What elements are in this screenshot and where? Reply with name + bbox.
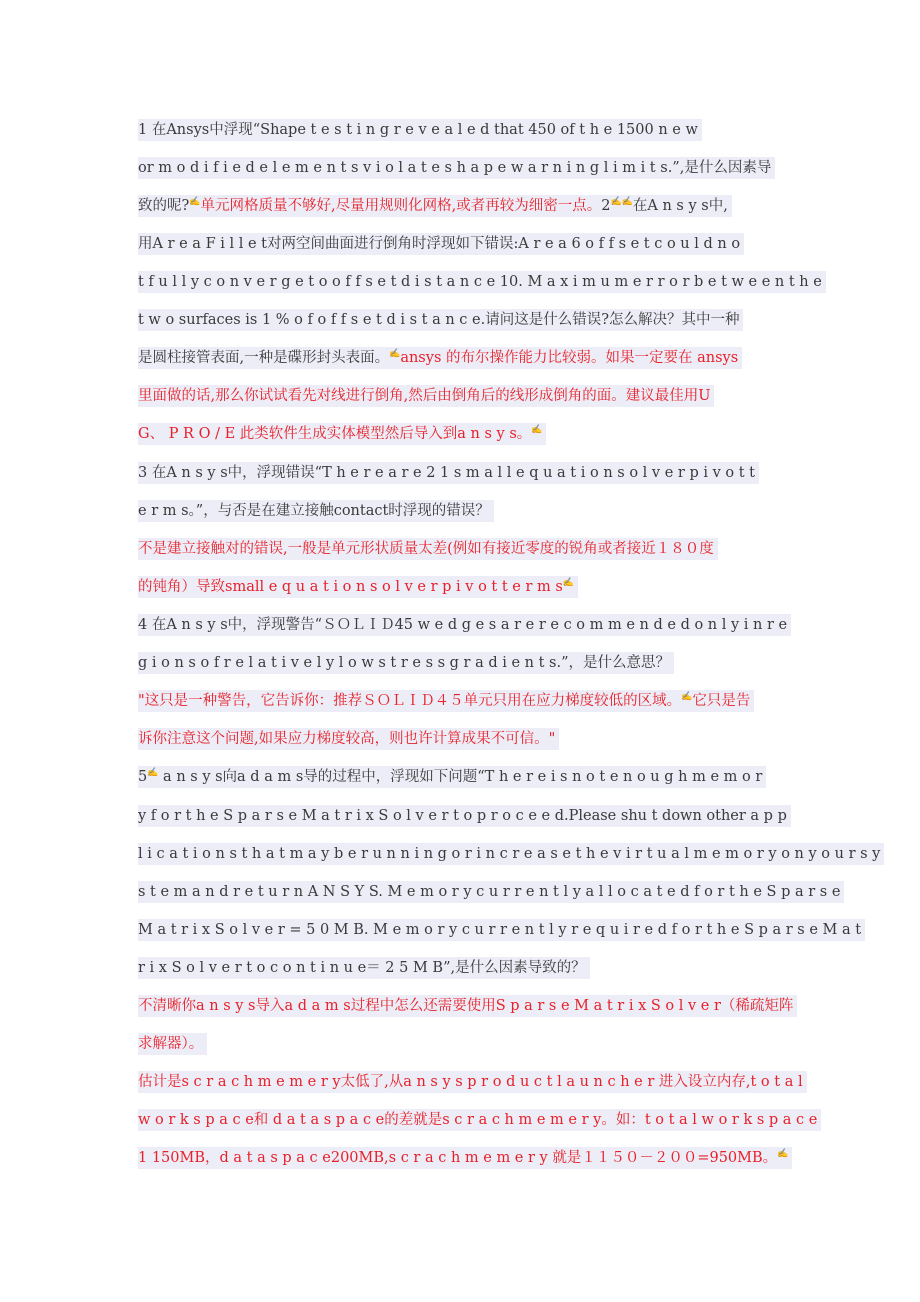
text-line: 是圆柱接管表面,一种是碟形封头表面。✍ansys 的布尔操作能力比较弱。如果一定要在 ansys — [138, 347, 742, 369]
edit-mark-icon: ✍ — [147, 768, 159, 778]
text-line: r i x S o l v e r t o c o n t i n u e＝ 2 5 M B”,是什么因素导致的？ — [138, 957, 590, 979]
text-line: s t e m a n d r e t u r n A N S Y S. M e m o r y c u r r e n t l y a l l o c a t e d f o r t h e S p a r s e — [138, 881, 844, 903]
text-line: M a t r i x S o l v e r = 5 0 M B. M e m o r y c u r r e n t l y r e q u i r e d f o r t h e S p a r s e M a t — [138, 919, 865, 941]
edit-mark-icon: ✍ — [681, 692, 693, 702]
edit-mark-icon: ✍ — [777, 1149, 789, 1159]
text-line: 估计是s c r a c h m e m e r y太低了,从a n s y s p r o d u c t l a u n c h e r 进入设立内存,t o t a l — [138, 1071, 807, 1093]
text-line: 1 150MB，d a t a s p a c e200MB,s c r a c h m e m e r y 就是１１５０－２００=950MB。✍ — [138, 1147, 792, 1169]
text-line: 4 在A n s y s中，浮现警告“ＳＯＬＩＤ45 w e d g e s a r e r e c o m m e n d e d o n l y i n r e — [138, 614, 791, 636]
text-line: t f u l l y c o n v e r g e t o o f f s e t d i s t a n c e 10. M a x i m u m e r r o r b e t w e e n t h e — [138, 271, 826, 293]
text-line: 不是建立接触对的错误,一般是单元形状质量太差(例如有接近零度的锐角或者接近１８０度 — [138, 538, 718, 560]
text-line: 求解器）。 — [138, 1033, 207, 1055]
text-line: w o r k s p a c e和 d a t a s p a c e的差就是s c r a c h m e m e r y。如：t o t a l w o r k s p a c e — [138, 1109, 821, 1131]
text-line: 致的呢?✍单元网格质量不够好,尽量用规则化网格,或者再较为细密一点。2✍✍在A n s y s中, — [138, 195, 732, 217]
text-line: e r m s。”，与否是在建立接触contact时浮现的错误？ — [138, 500, 494, 522]
text-line: 里面做的话,那么你试试看先对线进行倒角,然后由倒角后的线形成倒角的面。建议最佳用U — [138, 385, 714, 407]
edit-mark-icon: ✍ — [531, 425, 543, 435]
text-line: g i o n s o f r e l a t i v e l y l o w s t r e s s g r a d i e n t s.”，是什么意思？ — [138, 652, 674, 674]
text-line: 用A r e a F i l l e t对两空间曲面进行倒角时浮现如下错误:A r e a 6 o f f s e t c o u l d n o — [138, 233, 744, 255]
text-line: t w o surfaces is 1 % o f o f f s e t d i s t a n c e.请问这是什么错误?怎么解决？其中一种 — [138, 309, 743, 331]
text-line: 1 在Ansys中浮现“Shape t e s t i n g r e v e a l e d that 450 of t h e 1500 n e w — [138, 119, 702, 141]
text-line: G、 P R O / E 此类软件生成实体模型然后导入到a n s y s。✍ — [138, 423, 546, 445]
edit-mark-icon: ✍ — [389, 349, 401, 359]
text-line: 的钝角）导致small e q u a t i o n s o l v e r p i v o t t e r m s✍ — [138, 576, 578, 598]
text-line: y f o r t h e S p a r s e M a t r i x S o l v e r t o p r o c e e d.Please shu t down other a p p — [138, 805, 791, 827]
text-line: 3 在A n s y s中，浮现错误“T h e r e a r e 2 1 s m a l l e q u a t i o n s o l v e r p i v o t t — [138, 462, 759, 484]
edit-mark-icon: ✍✍ — [610, 197, 633, 207]
text-line: 诉你注意这个问题,如果应力梯度较高，则也许计算成果不可信。" — [138, 728, 559, 750]
text-line: "这只是一种警告，它告诉你：推荐ＳＯＬＩＤ４５单元只用在应力梯度较低的区域。✍它只是告 — [138, 690, 754, 712]
edit-mark-icon: ✍ — [189, 197, 201, 207]
edit-mark-icon: ✍ — [562, 578, 575, 588]
text-line: 不清晰你a n s y s导入a d a m s过程中怎么还需要使用S p a r s e M a t r i x S o l v e r（稀疏矩阵 — [138, 995, 797, 1017]
text-line: 5✍ a n s y s向a d a m s导的过程中，浮现如下问题“T h e r e i s n o t e n o u g h m e m o r — [138, 766, 766, 788]
text-line: l i c a t i o n s t h a t m a y b e r u n n i n g o r i n c r e a s e t h e v i r t u a l m e m o r y o n y o u r s y — [138, 843, 884, 865]
text-line: or m o d i f i e d e l e m e n t s v i o l a t e s h a p e w a r n i n g l i m i t s.”,是什么因素导 — [138, 157, 775, 179]
